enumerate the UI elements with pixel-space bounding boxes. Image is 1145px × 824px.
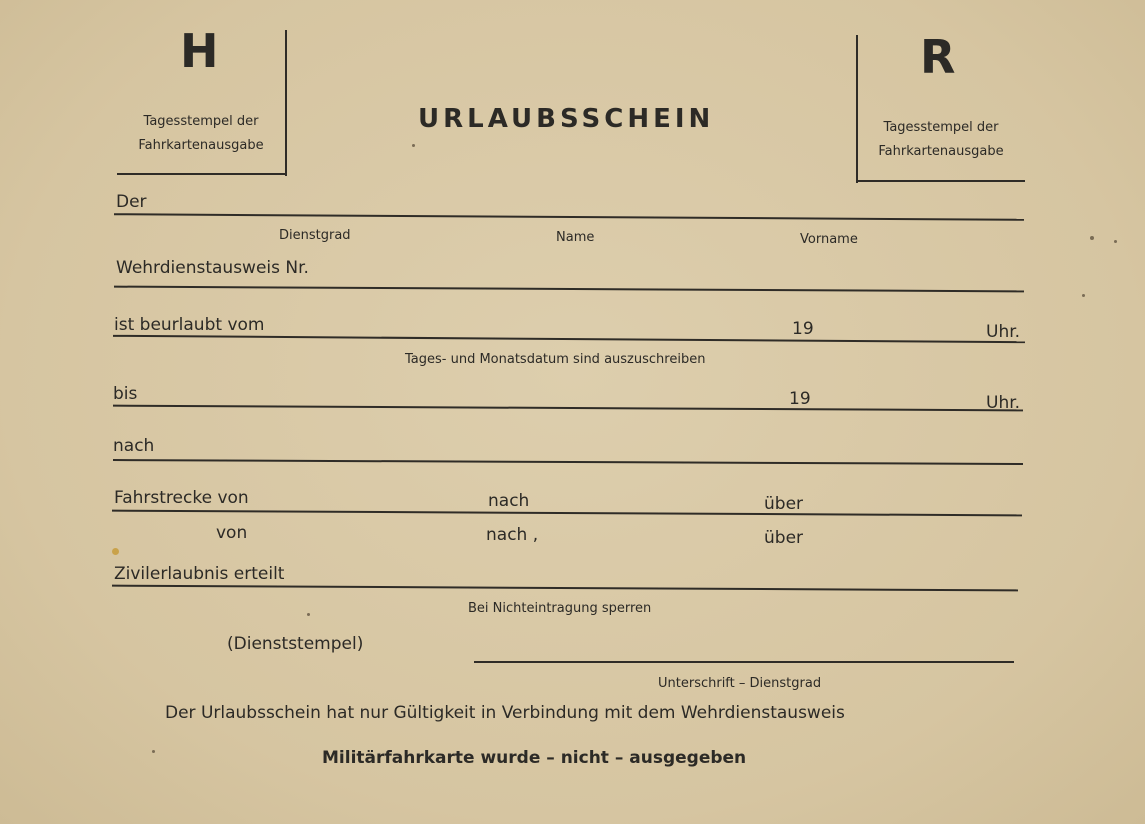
year-prefix-to: 19 bbox=[789, 389, 811, 409]
route2-von-label: von bbox=[216, 523, 248, 543]
beurlaubt-vom-label: ist beurlaubt vom bbox=[114, 315, 265, 335]
route2-ueber-label: über bbox=[764, 528, 804, 548]
stamp-box-left-border bbox=[285, 30, 287, 176]
stamp-box-right-bottom bbox=[856, 180, 1025, 182]
paper-speck bbox=[1114, 240, 1117, 243]
stamp-box-right-border bbox=[856, 35, 858, 183]
route2-nach-label: nach , bbox=[486, 525, 539, 545]
stamp-label-left-line1: Tagesstempel der bbox=[143, 114, 259, 129]
nach-line[interactable] bbox=[113, 459, 1023, 465]
vorname-caption: Vorname bbox=[800, 232, 858, 247]
year-prefix-from: 19 bbox=[792, 319, 814, 339]
bis-label: bis bbox=[113, 384, 138, 404]
beurlaubt-vom-line[interactable] bbox=[113, 335, 1025, 343]
route1-ueber-label: über bbox=[764, 494, 804, 514]
form-title: URLAUBSSCHEIN bbox=[418, 104, 715, 134]
stamp-label-left-line2: Fahrkartenausgabe bbox=[138, 138, 264, 153]
ticket-note: Militärfahrkarte wurde – nicht – ausgegeben bbox=[322, 748, 747, 768]
fahrstrecke-line[interactable] bbox=[112, 510, 1022, 517]
der-label: Der bbox=[116, 192, 147, 212]
bis-line[interactable] bbox=[113, 405, 1023, 412]
stamp-label-right-line1: Tagesstempel der bbox=[883, 120, 999, 135]
validity-note: Der Urlaubsschein hat nur Gültigkeit in Verbindung mit dem Wehrdienstausweis bbox=[165, 703, 845, 723]
signature-caption: Unterschrift – Dienstgrad bbox=[658, 676, 822, 691]
paper-speck bbox=[1090, 236, 1094, 240]
stamp-label-right bbox=[866, 116, 1016, 164]
letter-h: H bbox=[180, 24, 220, 78]
stamp-label-left bbox=[126, 110, 276, 158]
fahrstrecke-von-label: Fahrstrecke von bbox=[114, 488, 249, 508]
paper-stain bbox=[112, 548, 119, 555]
wehrdienstausweis-line[interactable] bbox=[114, 286, 1024, 293]
paper-speck bbox=[152, 750, 155, 753]
signature-line[interactable] bbox=[474, 661, 1014, 663]
paper-speck bbox=[307, 613, 310, 616]
paper-speck bbox=[412, 144, 415, 147]
dienststempel-label: (Dienststempel) bbox=[227, 634, 364, 654]
paper-speck bbox=[1082, 294, 1085, 297]
route1-nach-label: nach bbox=[488, 491, 530, 511]
date-hint: Tages- und Monatsdatum sind auszuschreiben bbox=[405, 352, 706, 367]
nach-label: nach bbox=[113, 436, 155, 456]
dienstgrad-caption: Dienstgrad bbox=[279, 228, 351, 243]
zivilerlaubnis-line[interactable] bbox=[112, 585, 1018, 592]
uhr-from: Uhr. bbox=[986, 322, 1021, 342]
letter-r: R bbox=[920, 30, 957, 84]
der-line[interactable] bbox=[114, 213, 1024, 221]
name-caption: Name bbox=[556, 230, 595, 245]
uhr-to: Uhr. bbox=[986, 393, 1021, 413]
wehrdienstausweis-label: Wehrdienstausweis Nr. bbox=[116, 258, 309, 278]
stamp-label-right-line2: Fahrkartenausgabe bbox=[878, 144, 1004, 159]
sperren-hint: Bei Nichteintragung sperren bbox=[468, 601, 652, 616]
stamp-box-left-bottom bbox=[117, 173, 287, 175]
zivilerlaubnis-label: Zivilerlaubnis erteilt bbox=[114, 564, 285, 584]
